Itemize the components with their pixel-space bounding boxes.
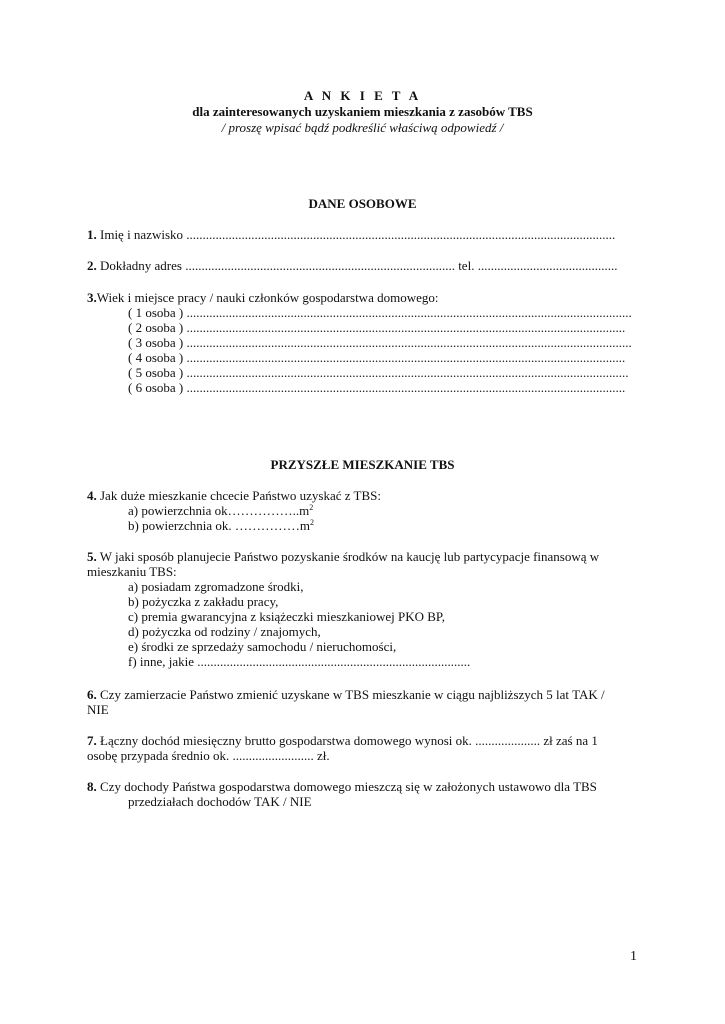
section-heading-personal-data: DANE OSOBOWE: [308, 196, 417, 211]
form-title: A N K I E T A: [303, 88, 422, 103]
question-number: 6.: [87, 687, 97, 702]
question-number: 5.: [87, 549, 97, 564]
question-text: Czy zamierzacie Państwo zmienić uzyskane w TBS mieszkanie w ciągu najbliższych 5 lat TAK /: [96, 687, 605, 702]
question-8[interactable]: [87, 779, 597, 794]
question-6-continued[interactable]: NIE: [87, 702, 109, 717]
question-number: 4.: [87, 488, 97, 503]
question-3: [87, 290, 438, 305]
option-text: a) powierzchnia ok……………..m: [128, 503, 310, 518]
question-number: 8.: [87, 779, 97, 794]
person-1-field[interactable]: ( 1 osoba ) .........................................................................................................................................: [128, 305, 632, 320]
question-number: 3.: [87, 290, 97, 305]
question-2[interactable]: [87, 258, 617, 273]
funding-option-a[interactable]: a) posiadam zgromadzone środki,: [128, 579, 304, 594]
question-text: Jak duże mieszkanie chcecie Państwo uzyskać z TBS:: [96, 488, 381, 503]
person-3-field[interactable]: ( 3 osoba ) .........................................................................................................................................: [128, 335, 632, 350]
question-7[interactable]: [87, 733, 598, 748]
area-option-b[interactable]: [128, 518, 314, 533]
page-number: 1: [630, 949, 637, 964]
question-5: [87, 549, 599, 564]
person-4-field[interactable]: ( 4 osoba ) .......................................................................................................................................: [128, 350, 626, 365]
question-1[interactable]: [87, 227, 615, 242]
question-6[interactable]: [87, 687, 605, 702]
unit-superscript: 2: [309, 518, 314, 527]
question-text: Dokładny adres ................................................................................... tel. ...........................................: [96, 258, 618, 273]
question-number: 2.: [87, 258, 97, 273]
funding-option-b[interactable]: b) pożyczka z zakładu pracy,: [128, 594, 279, 609]
option-text: b) powierzchnia ok. ……………m: [128, 518, 310, 533]
question-4: [87, 488, 381, 503]
form-instruction: / proszę wpisać bądź podkreślić właściwą odpowiedź /: [221, 120, 504, 135]
question-number: 7.: [87, 733, 97, 748]
question-text: Łączny dochód miesięczny brutto gospodarstwa domowego wynosi ok. .................... zł zaś na 1: [96, 733, 598, 748]
funding-option-c[interactable]: c) premia gwarancyjna z książeczki mieszkaniowej PKO BP,: [128, 609, 445, 624]
question-number: 1.: [87, 227, 97, 242]
funding-option-e[interactable]: e) środki ze sprzedaży samochodu / nieruchomości,: [128, 639, 397, 654]
person-5-field[interactable]: ( 5 osoba ) ........................................................................................................................................: [128, 365, 629, 380]
funding-option-f[interactable]: f) inne, jakie ....................................................................................: [128, 654, 471, 669]
section-heading-future-apartment: PRZYSZŁE MIESZKANIE TBS: [270, 457, 455, 472]
question-5-continued: mieszkaniu TBS:: [87, 564, 177, 579]
form-subtitle: dla zainteresowanych uzyskaniem mieszkania z zasobów TBS: [192, 104, 533, 119]
question-8-continued[interactable]: przedziałach dochodów TAK / NIE: [128, 794, 312, 809]
question-text: Wiek i miejsce pracy / nauki członków gospodarstwa domowego:: [96, 290, 439, 305]
question-7-continued[interactable]: osobę przypada średnio ok. ......................... zł.: [87, 748, 330, 763]
person-2-field[interactable]: ( 2 osoba ) .......................................................................................................................................: [128, 320, 626, 335]
unit-superscript: 2: [309, 503, 314, 512]
question-text: Imię i nazwisko ....................................................................................................................................: [96, 227, 616, 242]
person-6-field[interactable]: ( 6 osoba ) .......................................................................................................................................: [128, 380, 626, 395]
question-text: W jaki sposób planujecie Państwo pozyskanie środków na kaucję lub partycypacje finansową w: [96, 549, 600, 564]
question-text: Czy dochody Państwa gospodarstwa domowego mieszczą się w założonych ustawowo dla TBS: [96, 779, 597, 794]
funding-option-d[interactable]: d) pożyczka od rodziny / znajomych,: [128, 624, 321, 639]
area-option-a[interactable]: [128, 503, 313, 518]
